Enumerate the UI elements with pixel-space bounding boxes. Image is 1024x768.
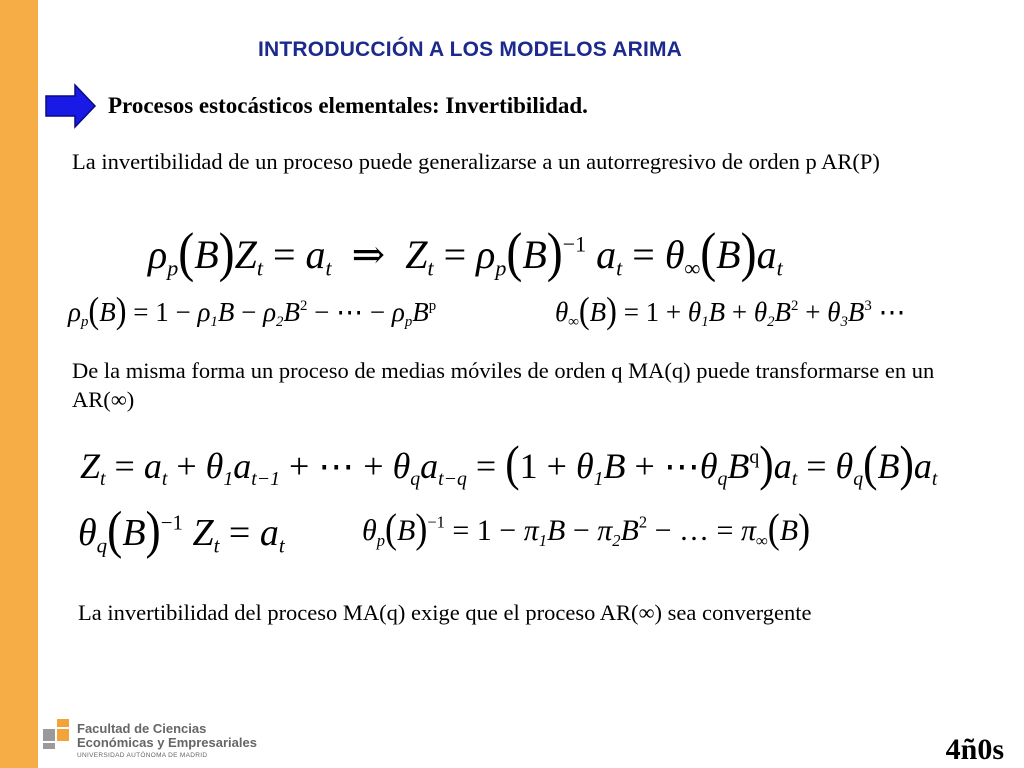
- orange-sidebar: [0, 0, 38, 768]
- logo-line-1: Facultad de Ciencias: [77, 721, 207, 736]
- slide-title: INTRODUCCIÓN A LOS MODELOS ARIMA: [258, 38, 683, 61]
- equation-pi-expansion: $\theta_p(B)^{-1} = 1 - \pi_1B - \pi_2B^2$ − … = $\pi_\infty(B)$: [362, 505, 811, 551]
- equation-ma-process: $Z_t = a_t + \theta_1a_{t-1}$ + ⋯ + $\theta_qa_{t-q} = (1 + \theta_1B$ + $\cdots\theta_qB^q)a_t = \theta_q(B)a_t$: [80, 437, 938, 492]
- equation-ma-inverse: $\theta_q(B)^{-1}$ $Z_t = a_t$: [78, 500, 285, 559]
- equation-ar-invertibility: $\rho_p(B)Z_t = a_t$ ⇒ $Z_t = \rho_p(B)^{-1}$ $a_t = \theta_\infty(B)a_t$: [148, 222, 783, 283]
- arrow-right-icon: [45, 83, 97, 129]
- logo-line-3: UNIVERSIDAD AUTÓNOMA DE MADRID: [77, 752, 208, 759]
- logo-line-2: Económicas y Empresariales: [77, 735, 257, 750]
- slide-subtitle: Procesos estocásticos elementales: Invertibilidad.: [108, 93, 588, 118]
- faculty-logo-icon: [43, 719, 73, 749]
- slide-number: 4ñ0s: [945, 733, 1004, 766]
- paragraph-ar-invertibility: La invertibilidad de un proceso puede generalizarse a un autorregresivo de orden p AR(P): [72, 149, 880, 174]
- equation-theta-expansion: $\theta_\infty(B) = 1 + \theta_1B + \theta_2B^2 + \theta_3B^3$ ⋯: [555, 290, 906, 332]
- paragraph-convergence: La invertibilidad del proceso MA(q) exige que el proceso AR(∞) sea convergente: [78, 600, 812, 625]
- faculty-logo-text: [77, 722, 257, 759]
- paragraph-ma-transform: De la misma forma un proceso de medias móviles de orden q MA(q) puede transformarse en un AR(∞): [72, 358, 935, 412]
- equation-rho-expansion: $\rho_p(B) = 1 - \rho_1B - \rho_2B^2$ − ⋯ − $\rho_pB^p$: [68, 290, 437, 332]
